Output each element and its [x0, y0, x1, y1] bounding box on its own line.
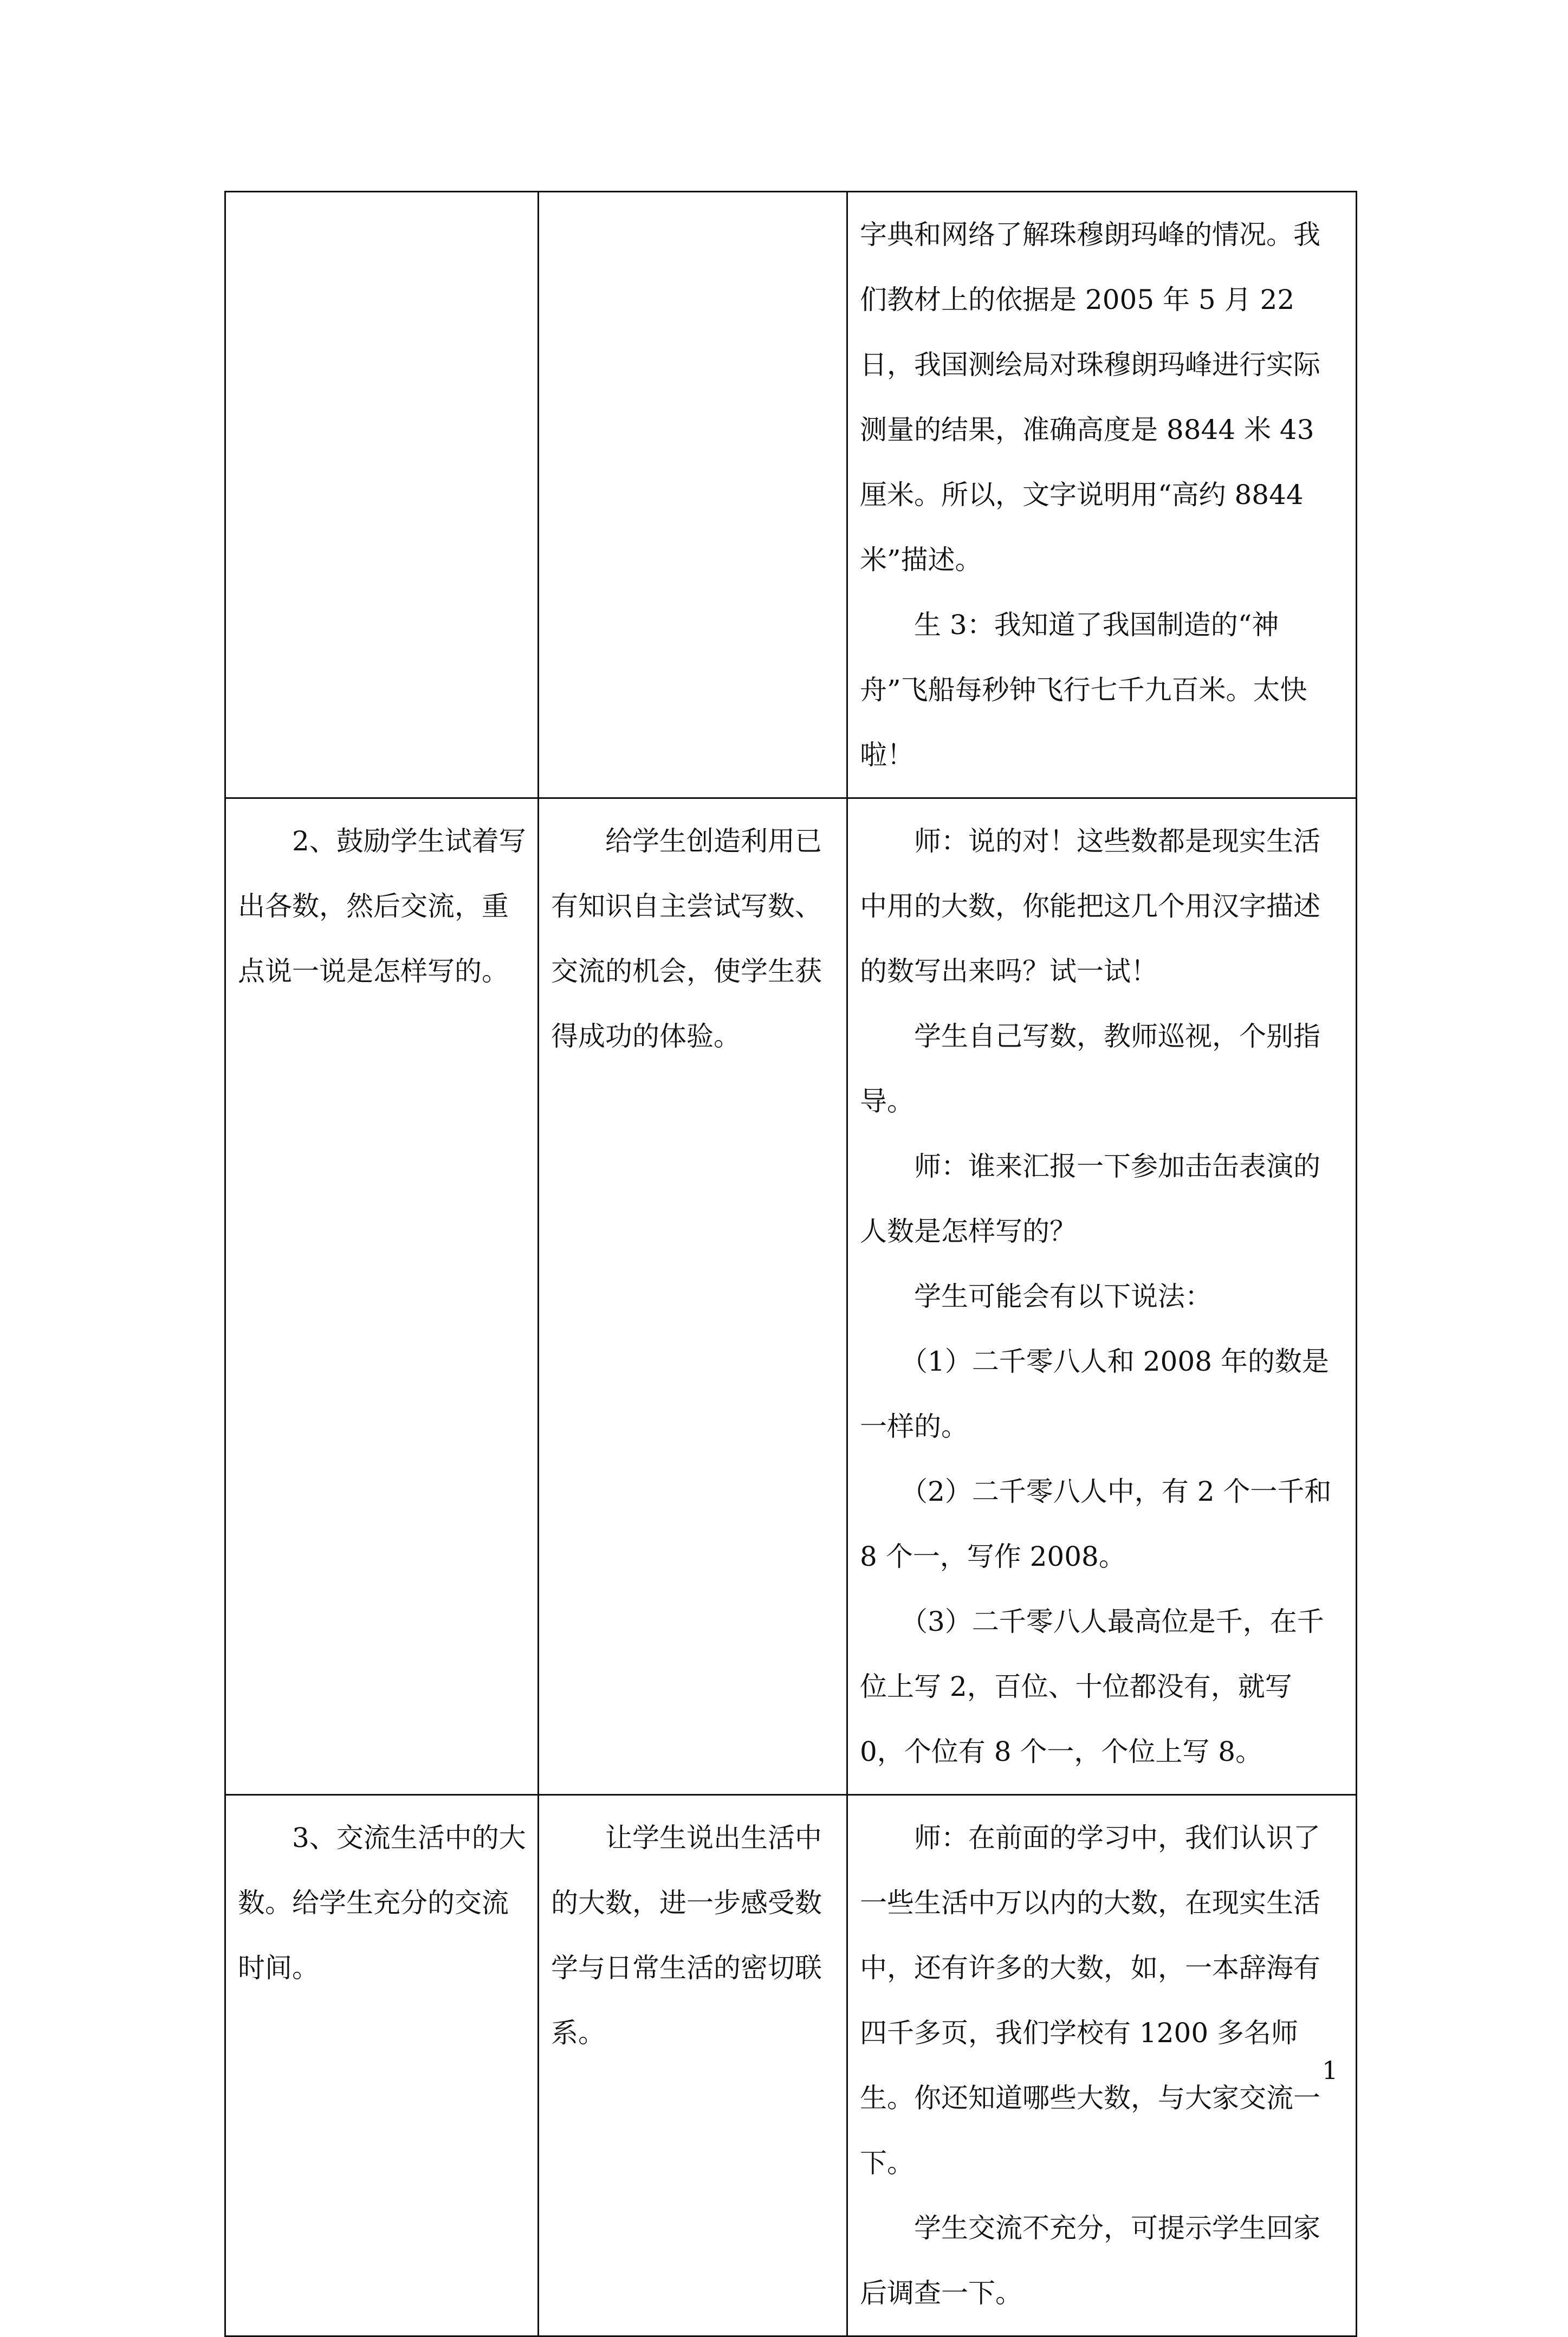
activity-paragraph: （3）二千零八人最高位是千，在千位上写 2，百位、十位都没有，就写 0，个位有 8 个一，个位上写 8。 [860, 1606, 1324, 1767]
activity-paragraph: 学生交流不充分，可提示学生回家后调查一下。 [860, 2212, 1320, 2309]
process-cell [225, 798, 539, 1795]
activity-paragraph: 生 3：我知道了我国制造的“神舟”飞船每秒钟飞行七千九百米。太快啦！ [860, 609, 1307, 771]
process-cell [225, 1795, 539, 2336]
activity-cell [847, 798, 1357, 1795]
activity-paragraph: 师：谁来汇报一下参加击缶表演的人数是怎样写的？ [860, 1151, 1320, 1247]
activity-cell [847, 192, 1357, 798]
process-paragraph: 2、鼓励学生试着写出各数，然后交流，重点说一说是怎样写的。 [238, 825, 526, 987]
process-cell [225, 192, 539, 798]
table-row [225, 1795, 1357, 2336]
table-row [225, 798, 1357, 1795]
intent-paragraph: 让学生说出生活中的大数，进一步感受数学与日常生活的密切联系。 [551, 1822, 822, 2049]
intent-cell [539, 798, 847, 1795]
activity-paragraph: （1）二千零八人和 2008 年的数是一样的。 [860, 1346, 1329, 1442]
intent-cell [539, 1795, 847, 2336]
intent-paragraph: 给学生创造利用已有知识自主尝试写数、交流的机会，使学生获得成功的体验。 [551, 825, 822, 1052]
activity-paragraph: 师：说的对！这些数都是现实生活中用的大数，你能把这几个用汉字描述的数写出来吗？试一试！ [860, 825, 1320, 987]
page-number: 1 [1322, 2056, 1338, 2085]
lesson-plan-table [224, 191, 1357, 2337]
activity-paragraph: （2）二千零八人中，有 2 个一千和 8 个一，写作 2008。 [860, 1476, 1332, 1572]
process-paragraph: 3、交流生活中的大数。给学生充分的交流时间。 [238, 1822, 526, 1984]
activity-paragraph: 师：在前面的学习中，我们认识了一些生活中万以内的大数，在现实生活中，还有许多的大数，如，一本辞海有四千多页，我们学校有 1200 多名师生。你还知道哪些大数，与大家交流一下。 [860, 1822, 1320, 2179]
activity-paragraph: 学生自己写数，教师巡视，个别指导。 [860, 1021, 1320, 1117]
activity-cell [847, 1795, 1357, 2336]
activity-paragraph: 字典和网络了解珠穆朗玛峰的情况。我们教材上的依据是 2005 年 5 月 22 日，我国测绘局对珠穆朗玛峰进行实际测量的结果，准确高度是 8844 米 43 厘米。所以，文字说明用“高约 8844 米”描述。 [860, 219, 1320, 576]
intent-cell [539, 192, 847, 798]
lesson-plan-table-body [225, 192, 1357, 2336]
activity-paragraph: 学生可能会有以下说法： [914, 1281, 1212, 1312]
table-row [225, 192, 1357, 798]
